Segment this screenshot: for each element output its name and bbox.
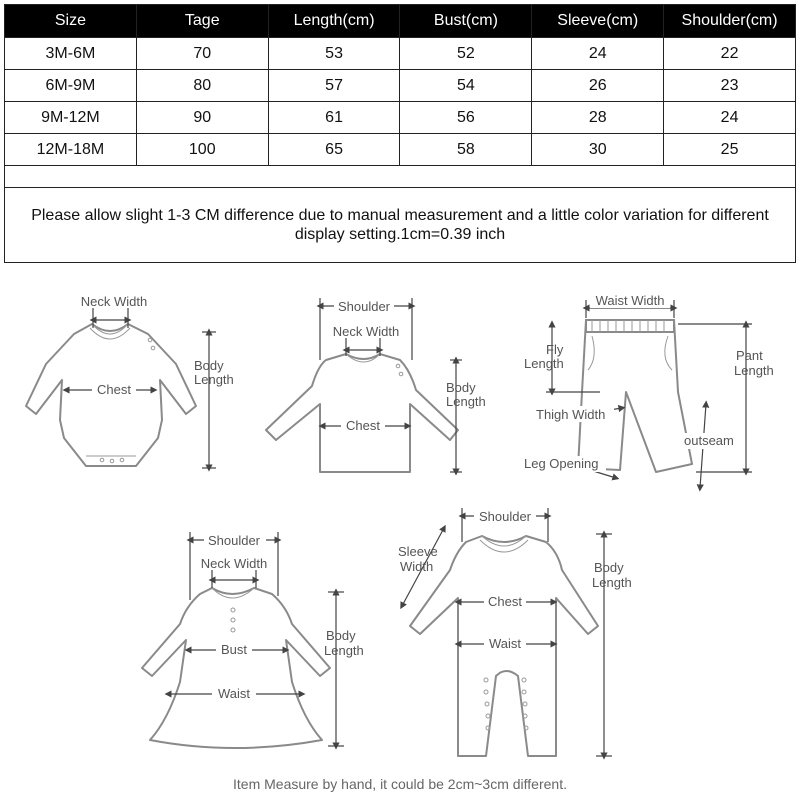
cell: 90 (136, 102, 268, 134)
dress-length-label: Length (324, 643, 364, 658)
dress-neck-label: Neck Width (200, 556, 268, 571)
shirt-outline (266, 354, 458, 472)
footer-note: Item Measure by hand, it could be 2cm~3cm different. (233, 776, 567, 792)
table-header-row (5, 5, 796, 38)
cell: 24 (532, 38, 664, 70)
shirt-diagram (266, 298, 486, 472)
romper-diagram (398, 508, 632, 756)
romper-sleeve-width-label: Width (400, 559, 434, 574)
cell: 54 (400, 70, 532, 102)
measurement-note (5, 188, 796, 263)
cell: 28 (532, 102, 664, 134)
pants-fly-label: Fly (546, 342, 564, 357)
cell: 23 (664, 70, 796, 102)
cell: 57 (268, 70, 400, 102)
cell: 80 (136, 70, 268, 102)
cell: 61 (268, 102, 400, 134)
cell: 22 (664, 38, 796, 70)
table-row (5, 134, 796, 166)
bodysuit-diagram (26, 294, 234, 468)
dress-body-label: Body (326, 628, 356, 643)
cell: 3M-6M (5, 38, 137, 70)
header-tage: Tage (136, 5, 268, 38)
pants-waist-label: Waist Width (595, 293, 665, 308)
diagrams-svg (0, 280, 800, 780)
header-bust: Bust(cm) (400, 5, 532, 38)
note-line-2: display setting.1cm=0.39 inch (294, 226, 506, 243)
cell: 26 (532, 70, 664, 102)
cell: 53 (268, 38, 400, 70)
romper-chest-label: Chest (488, 594, 522, 609)
shirt-body-label: Body (446, 380, 476, 395)
blank-row (5, 166, 796, 188)
pants-fly-length-label: Length (524, 356, 564, 371)
cell: 100 (136, 134, 268, 166)
dress-outline (142, 588, 330, 748)
shirt-shoulder-label: Shoulder (337, 299, 391, 314)
shirt-chest-label: Chest (346, 418, 380, 433)
header-sleeve: Sleeve(cm) (532, 5, 664, 38)
pants-pant-label: Pant (736, 348, 763, 363)
note-line-1: Please allow slight 1-3 CM difference due to manual measurement and a little color variation for different (31, 207, 769, 224)
dress-bust-label: Bust (220, 642, 248, 657)
cell: 6M-9M (5, 70, 137, 102)
bodysuit-neck-label: Neck Width (80, 294, 148, 309)
bodysuit-body-label: Body (194, 358, 224, 373)
romper-body-label: Body (594, 560, 624, 575)
romper-sleeve-label: Sleeve (398, 544, 438, 559)
pants-diagram (522, 292, 774, 488)
pants-outseam-label: outseam (684, 433, 734, 448)
cell: 12M-18M (5, 134, 137, 166)
cell: 56 (400, 102, 532, 134)
cell: 30 (532, 134, 664, 166)
header-length: Length(cm) (268, 5, 400, 38)
cell: 9M-12M (5, 102, 137, 134)
pants-leg-label: Leg Opening (524, 456, 599, 471)
dress-diagram (142, 532, 364, 748)
table-row (5, 38, 796, 70)
cell: 24 (664, 102, 796, 134)
measurement-diagrams (0, 280, 800, 800)
header-shoulder: Shoulder(cm) (664, 5, 796, 38)
table-row (5, 102, 796, 134)
bodysuit-length-label: Length (194, 372, 234, 387)
pants-outline (578, 320, 692, 472)
cell: 58 (400, 134, 532, 166)
cell: 52 (400, 38, 532, 70)
cell: 25 (664, 134, 796, 166)
bodysuit-chest-label: Chest (97, 382, 131, 397)
romper-shoulder-label: Shoulder (478, 509, 532, 524)
cell: 70 (136, 38, 268, 70)
note-row (5, 188, 796, 263)
pants-pant-length-label: Length (734, 363, 774, 378)
dress-waist-label: Waist (217, 686, 251, 701)
shirt-length-label: Length (446, 394, 486, 409)
romper-length-label: Length (592, 575, 632, 590)
cell: 65 (268, 134, 400, 166)
blank-cell (5, 166, 796, 188)
header-size: Size (5, 5, 137, 38)
table-row (5, 70, 796, 102)
pants-waistband (586, 320, 674, 332)
size-chart-table (4, 4, 796, 263)
romper-waist-label: Waist (488, 636, 522, 651)
shirt-neck-label: Neck Width (332, 324, 400, 339)
pants-thigh-label: Thigh Width (536, 407, 606, 422)
dress-shoulder-label: Shoulder (207, 533, 261, 548)
